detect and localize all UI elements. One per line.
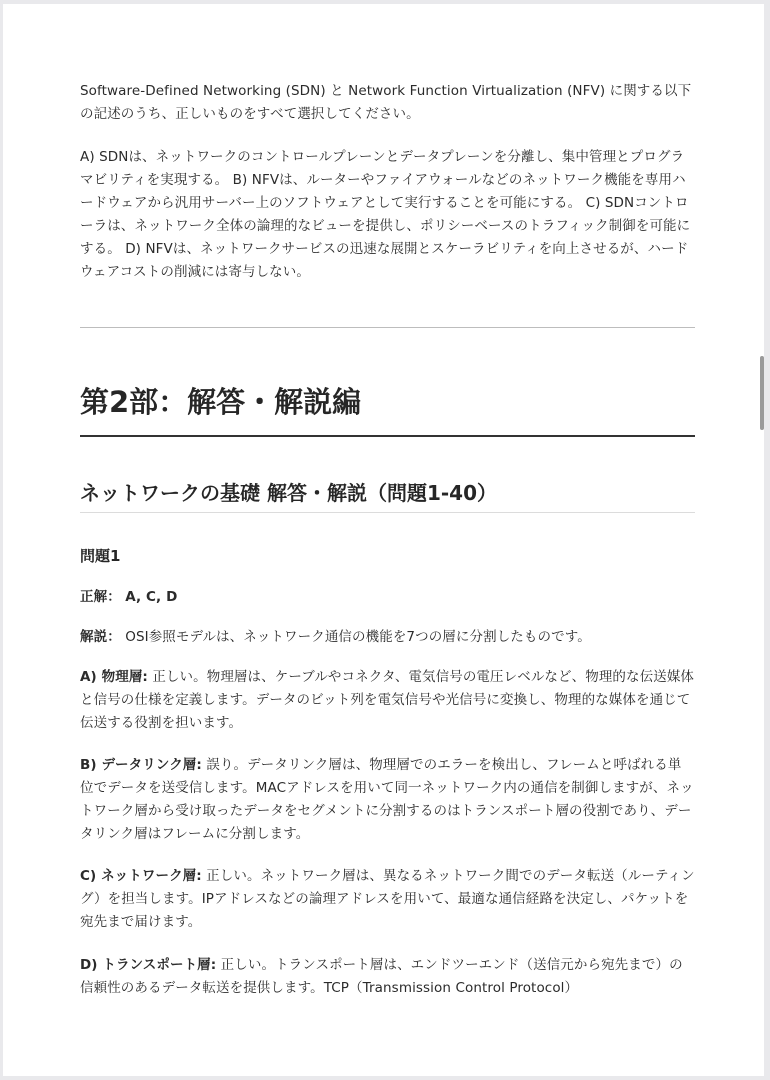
explanation-item-d	[80, 954, 695, 1000]
answer-label: 正解：	[80, 589, 121, 605]
explanation-text: OSI参照モデルは、ネットワーク通信の機能を7つの層に分割したものです。	[125, 629, 591, 645]
explanation-item-c	[80, 865, 695, 934]
item-text: 正しい。ネットワーク層は、異なるネットワーク間でのデータ転送（ルーティング）を担当します。IPアドレスなどの論理アドレスを用いて、最適な通信経路を決定し、パケットを宛先まで届けます。	[80, 868, 695, 930]
item-text: 誤り。データリンク層は、物理層でのエラーを検出し、フレームと呼ばれる単位でデータを送受信します。MACアドレスを用いて同一ネットワーク内の通信を制御しますが、ネットワーク層から受け取ったデータをセグメントに分割するのはトランスポート層の役割であり、データリンク層はフレームに分割します。	[80, 757, 694, 842]
document-page	[3, 4, 764, 1076]
question-title: 問題1	[80, 547, 121, 565]
item-text: 正しい。物理層は、ケーブルやコネクタ、電気信号の電圧レベルなど、物理的な伝送媒体と信号の仕様を定義します。データのビット列を電気信号や光信号に変換し、物理的な媒体を通じて伝送する役割を担います。	[80, 669, 695, 731]
section-title-underline	[80, 512, 695, 513]
item-label: A) 物理層:	[80, 669, 148, 685]
item-label: C) ネットワーク層:	[80, 868, 202, 884]
explanation-item-b	[80, 754, 695, 846]
question-options: A) SDNは、ネットワークのコントロールプレーンとデータプレーンを分離し、集中管理とプログラマビリティを実現する。 B) NFVは、ルーターやファイアウォールなどのネットワーク機能を専用ハードウェアから汎用サーバー上のソフトウェアとして実行することを可能にする。 C) SDNコントローラは、ネットワーク全体の論理的なビューを提供し、ポリシーベースのトラフィック制御を可能にする。 D) NFVは、ネットワークサービスの迅速な展開とスケーラビリティを向上させるが、ハードウェアコストの削減には寄与しない。	[80, 149, 691, 280]
item-label: D) トランスポート層:	[80, 957, 217, 973]
divider	[80, 327, 695, 328]
section-title: ネットワークの基礎 解答・解説（問題1-40）	[80, 481, 498, 505]
explanation-item-a	[80, 666, 695, 735]
scrollbar-thumb[interactable]	[760, 356, 764, 430]
explanation-line	[80, 626, 695, 649]
answer-line	[80, 586, 695, 609]
question-intro: Software-Defined Networking (SDN) と Network Function Virtualization (NFV) に関する以下の記述のうち、正しいものをすべて選択してください。	[80, 83, 692, 122]
part-title-underline	[80, 435, 695, 437]
item-label: B) データリンク層:	[80, 757, 202, 773]
explanation-label: 解説：	[80, 629, 121, 645]
answer-value: A, C, D	[125, 589, 178, 605]
item-text: 正しい。トランスポート層は、エンドツーエンド（送信元から宛先まで）の信頼性のあるデータ転送を提供します。TCP（Transmission Control Protocol）	[80, 957, 683, 996]
part-title: 第2部：解答・解説編	[80, 385, 362, 419]
